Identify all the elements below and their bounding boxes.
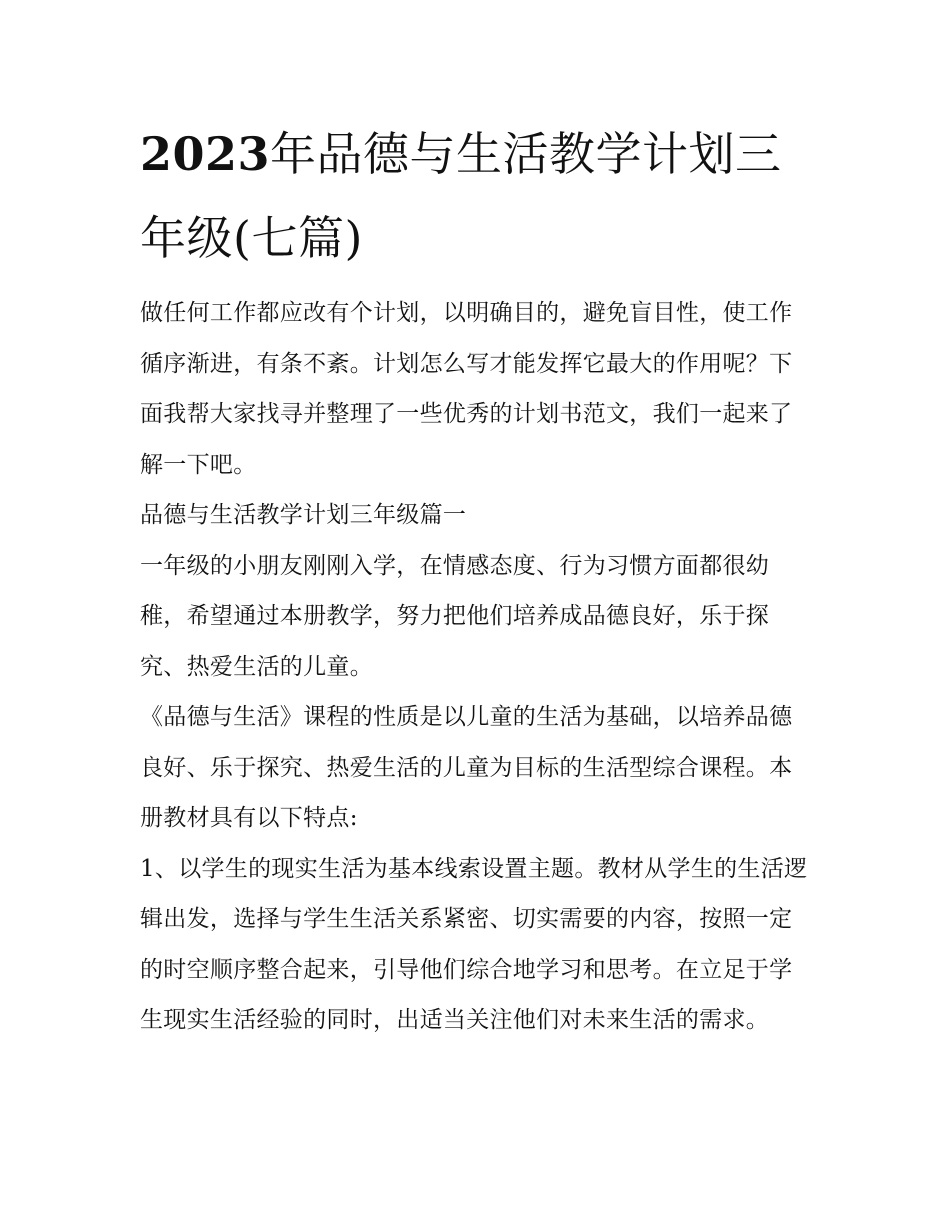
document-page	[140, 112, 812, 1046]
document-title	[140, 112, 812, 280]
intro-paragraph: 做任何工作都应改有个计划，以明确目的，避免盲目性，使工作循序渐进，有条不紊。计划怎么写才能发挥它最大的作用呢？下面我帮大家找寻并整理了一些优秀的计划书范文，我们一起来了解一下吧。	[140, 300, 793, 478]
document-body	[140, 288, 812, 1046]
title-text: 年品德与生活教学计划三年级(七篇)	[140, 127, 782, 265]
body-paragraph: 《品德与生活》课程的性质是以儿童的生活为基础，以培养品德良好、乐于探究、热爱生活的儿童为目标的生活型综合课程。本册教材具有以下特点:	[140, 704, 793, 831]
body-paragraph: 1、以学生的现实生活为基本线索设置主题。教材从学生的生活逻辑出发，选择与学生生活关系紧密、切实需要的内容，按照一定的时空顺序整合起来，引导他们综合地学习和思考。在立足于学生现实生活经验的同时，出适当关注他们对未来生活的需求。	[140, 855, 808, 1033]
section-heading: 品德与生活教学计划三年级篇一	[140, 502, 467, 528]
title-year: 2023	[140, 127, 271, 181]
body-paragraph: 一年级的小朋友刚刚入学，在情感态度、行为习惯方面都很幼稚，希望通过本册教学，努力把他们培养成品德良好，乐于探究、热爱生活的儿童。	[140, 552, 770, 680]
